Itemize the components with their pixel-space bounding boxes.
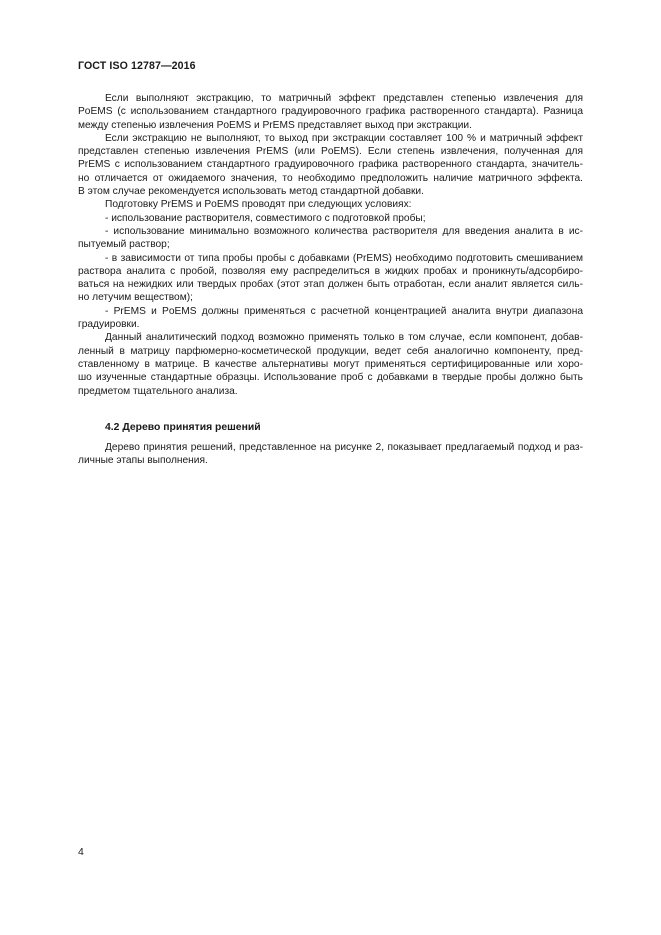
- section-body: [78, 441, 583, 468]
- text-line: градуировки.: [78, 319, 140, 331]
- text-line: но летучим веществом);: [78, 292, 193, 304]
- text-line: ленный в матрицу парфюмерно-косметической продукции, ведет себя аналогично компоненту, пред-: [78, 345, 583, 357]
- text-line: Если выполняют экстракцию, то матричный эффект представлен степенью извлечения для: [105, 93, 583, 104]
- paragraph-extraction: [78, 92, 583, 132]
- text-line: шо изученные стандартные образцы. Использование проб с добавками в твердые пробы должно быть: [78, 372, 583, 384]
- text-line: ставленному в матрице. В качестве альтернативы могут применяться сертифицированные или хоро-: [78, 358, 583, 370]
- list-item-sample-type: [78, 252, 583, 305]
- text-line: пытуемый раствор;: [78, 239, 170, 251]
- paragraph-conditions-intro: [78, 198, 583, 211]
- paragraph-analytical-approach: [78, 331, 583, 397]
- list-item-solvent: [78, 212, 583, 225]
- text-line: - в зависимости от типа пробы пробы с добавками (PrEMS) необходимо подготовить смешиванием: [105, 252, 583, 264]
- section-heading: 4.2 Дерево принятия решений: [105, 422, 261, 433]
- text-line: - PrEMS и PoEMS должны применяться с расчетной концентрацией аналита внутри диапазона: [105, 305, 583, 317]
- text-line: Дерево принятия решений, представленное на рисунке 2, показывает предлагаемый подход и раз-: [105, 442, 583, 453]
- text-line: между степенью извлечения PoEMS и PrEMS представляет выход при экстракции.: [78, 119, 472, 131]
- list-item-minimal-solvent: [78, 225, 583, 252]
- text-line: PrEMS с использованием стандартного градуировочного графика растворенного стандарта, значитель-: [78, 159, 583, 171]
- text-line: Подготовку PrEMS и PoEMS проводят при следующих условиях:: [105, 199, 412, 211]
- list-item-concentration: [78, 305, 583, 332]
- text-line: ваться на нежидких или твердых пробах (этот этап должен быть отработан, если аналит является силь-: [78, 279, 583, 291]
- text-line: - использование растворителя, совместимого с подготовкой пробы;: [105, 212, 426, 224]
- document-header: ГОСТ ISO 12787—2016: [78, 60, 196, 72]
- body-text: [78, 92, 583, 398]
- text-line: предметом тщательного анализа.: [78, 385, 238, 397]
- text-line: В этом случае рекомендуется использовать метод стандартной добавки.: [78, 186, 424, 198]
- text-line: раствора аналита с пробой, позволяя ему распределиться в жидких пробах и проникнуть/адсорбиро-: [78, 265, 583, 277]
- text-line: - использование минимально возможного количества растворителя для введения аналита в ис-: [105, 225, 583, 237]
- text-line: но отличается от ожидаемого значения, то необходимо предположить наличие матричного эффекта.: [78, 172, 583, 184]
- text-line: Если экстракцию не выполняют, то выход при экстракции составляет 100 % и матричный эффект: [105, 132, 583, 144]
- text-line: PoEMS (с использованием стандартного градуировочного графика растворенного стандарта). Разница: [78, 106, 583, 118]
- text-line: личные этапы выполнения.: [78, 455, 208, 467]
- text-line: представлен степенью извлечения PrEMS (или PoEMS). Если степень извлечения, полученная для: [78, 146, 583, 158]
- paragraph-no-extraction: [78, 132, 583, 198]
- page-number: 4: [78, 847, 84, 858]
- text-line: Данный аналитический подход возможно применять только в том случае, если компонент, добав-: [105, 332, 583, 344]
